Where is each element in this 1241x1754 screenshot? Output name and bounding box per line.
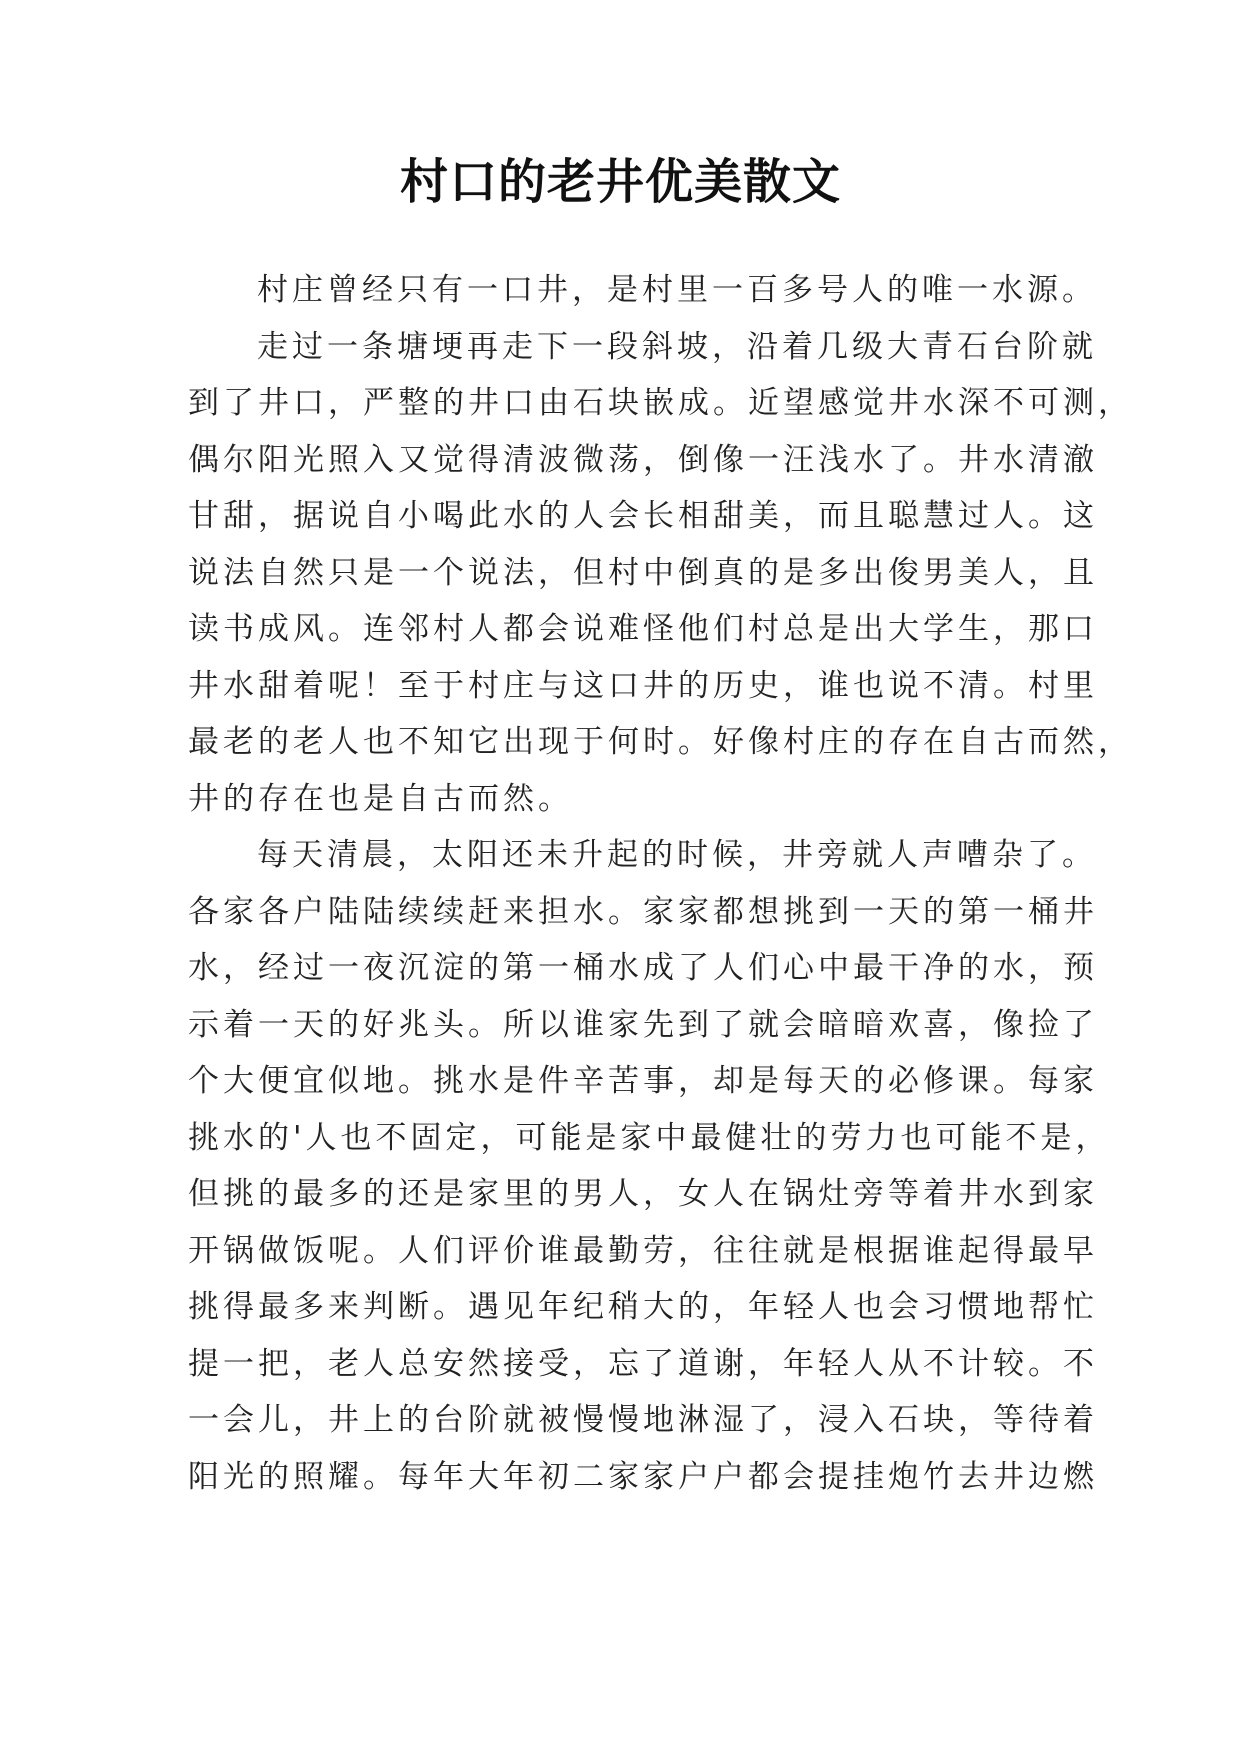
- body-line: 开锅做饭呢。人们评价谁最勤劳，往往就是根据谁起得最早: [188, 1232, 1098, 1269]
- body-line: 挑得最多来判断。遇见年纪稍大的，年轻人也会习惯地帮忙: [188, 1289, 1098, 1325]
- document-title: 村口的老井优美散文: [399, 154, 841, 210]
- body-line: 一会儿，井上的台阶就被慢慢地淋湿了，浸入石块，等待着: [188, 1402, 1098, 1438]
- body-line: 提一把，老人总安然接受，忘了道谢，年轻人从不计较。不: [188, 1345, 1098, 1382]
- document-body: [188, 262, 1133, 1505]
- body-line: 示着一天的好兆头。所以谁家先到了就会暗暗欢喜，像捡了: [188, 1006, 1098, 1043]
- body-line: 最老的老人也不知它出现于何时。好像村庄的存在自古而然，: [188, 724, 1133, 760]
- body-line: 阳光的照耀。每年大年初二家家户户都会提挂炮竹去井边燃: [188, 1458, 1098, 1495]
- body-line: 甘甜，据说自小喝此水的人会长相甜美，而且聪慧过人。这: [188, 498, 1098, 534]
- body-line: 水，经过一夜沉淀的第一桶水成了人们心中最干净的水，预: [188, 950, 1098, 986]
- body-line: 每天清晨，太阳还未升起的时候，井旁就人声嘈杂了。: [257, 837, 1097, 873]
- body-line: 但挑的最多的还是家里的男人，女人在锅灶旁等着井水到家: [188, 1176, 1098, 1212]
- body-line: 井水甜着呢！至于村庄与这口井的历史，谁也说不清。村里: [188, 667, 1098, 704]
- body-line: 个大便宜似地。挑水是件辛苦事，却是每天的必修课。每家: [188, 1063, 1098, 1099]
- body-line: 井的存在也是自古而然。: [188, 780, 573, 817]
- body-line: 走过一条塘埂再走下一段斜坡，沿着几级大青石台阶就: [257, 328, 1097, 365]
- body-line: 村庄曾经只有一口井，是村里一百多号人的唯一水源。: [257, 272, 1097, 308]
- body-line: 到了井口，严整的井口由石块嵌成。近望感觉井水深不可测，: [188, 385, 1133, 421]
- body-line: 挑水的'人也不固定，可能是家中最健壮的劳力也可能不是，: [188, 1119, 1111, 1156]
- body-line: 说法自然只是一个说法，但村中倒真的是多出俊男美人，且: [188, 554, 1098, 591]
- body-line: 读书成风。连邻村人都会说难怪他们村总是出大学生，那口: [188, 611, 1098, 647]
- body-line: 偶尔阳光照入又觉得清波微荡，倒像一汪浅水了。井水清澈: [188, 441, 1098, 478]
- body-line: 各家各户陆陆续续赶来担水。家家都想挑到一天的第一桶井: [188, 893, 1098, 930]
